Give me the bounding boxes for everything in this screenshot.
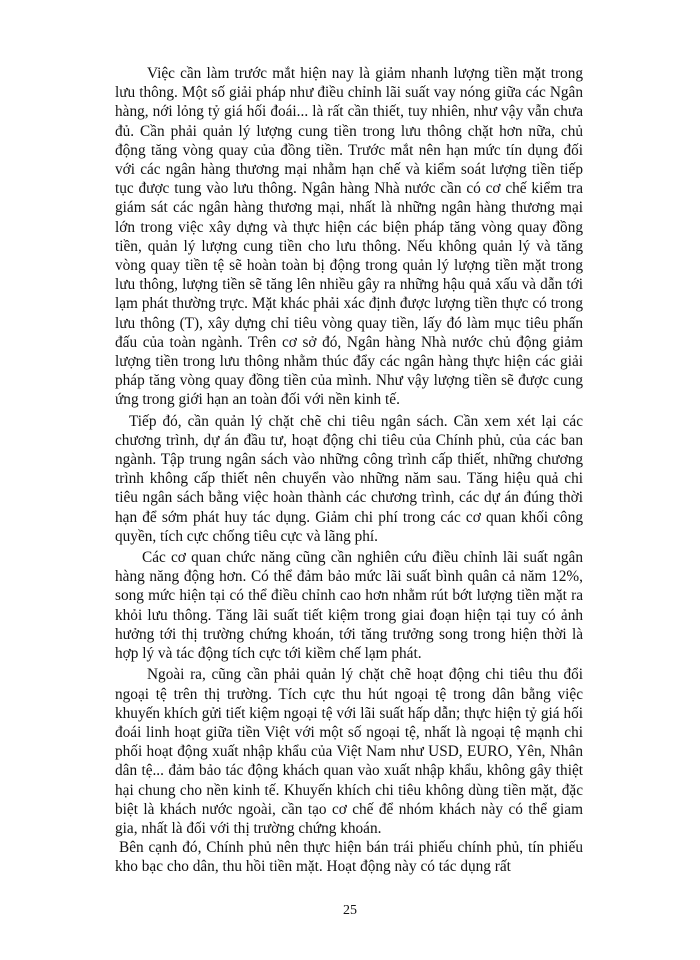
page-number: 25 bbox=[343, 903, 357, 918]
paragraph-4: Ngoài ra, cũng cần phải quản lý chặt chẽ hoạt động chi tiêu thu đổi ngoại tệ trên thị trường. Tích cực thu hút ngoại tệ trong dân bằng việc khuyến khích gửi tiết kiệm ngoại tệ với lãi suất hấp dẫn; thực hiện tỷ giá hối đoái linh hoạt giữa tiền Việt với một số ngoại tệ, nhất là ngoại tệ mạnh chi phối hoạt động xuất nhập khẩu của Việt Nam như USD, EURO, Yên, Nhân dân tệ... đảm bảo tác động khách quan vào xuất nhập khẩu, không gây thiệt hại chung cho nền kinh tế. Khuyến khích chi tiêu không dùng tiền mặt, đặc biệt là khách nước ngoài, cần tạo cơ chế để nhóm khách này có thể giam gia, nhất là đối với thị trường chứng khoán. bbox=[115, 666, 583, 837]
paragraph-2: Tiếp đó, cần quản lý chặt chẽ chi tiêu ngân sách. Cần xem xét lại các chương trình, dự án đầu tư, hoạt động chi tiêu của Chính phủ, của các ban ngành. Tập trung ngân sách vào những công trình cấp thiết, những chương trình không cấp thiết nên chuyển vào những năm sau. Tăng hiệu quả chi tiêu ngân sách bằng việc hoàn thành các chương trình, các dự án đúng thời hạn để sớm phát huy tác dụng. Giảm chi phí trong các cơ quan khối công quyền, tích cực chống tiêu cực và lãng phí. bbox=[115, 412, 583, 545]
paragraph-1: Việc cần làm trước mắt hiện nay là giảm nhanh lượng tiền mặt trong lưu thông. Một số giải pháp như điều chỉnh lãi suất vay nóng giữa các Ngân hàng, nới lỏng tỷ giá hối đoái... là rất cần thiết, tuy nhiên, như vậy vẫn chưa đủ. Cần phải quản lý lượng cung tiền trong lưu thông chặt hơn nữa, chủ động tăng vòng quay của đồng tiền. Trước mắt nên hạn mức tín dụng đối với các ngân hàng thương mại nhằm hạn chế và kiểm soát lượng tiền tiếp tục được tung vào lưu thông. Ngân hàng Nhà nước cần có cơ chế kiểm tra giám sát các ngân hàng thương mại, nhất là những ngân hàng thương mại lớn trong việc xây dựng và thực hiện các biện pháp tăng vòng quay đồng tiền, quản lý lượng cung tiền cho lưu thông. Nếu không quản lý và tăng vòng quay tiền tệ sẽ hoàn toàn bị động trong quản lý lượng tiền mặt trong lưu thông, lượng tiền sẽ tăng lên nhiều gây ra những hậu quả xấu và dẫn tới lạm phát thường trực. Mặt khác phải xác định được lượng tiền thực có trong lưu thông (T), xây dựng chỉ tiêu vòng quay tiền, lấy đó làm mục tiêu phấn đấu của toàn ngành. Trên cơ sở đó, Ngân hàng Nhà nước chủ động giảm lượng tiền trong lưu thông nhằm thúc đẩy các ngân hàng thực hiện các giải pháp tăng vòng quay đồng tiền của mình. Như vậy lượng tiền sẽ được cung ứng trong giới hạn an toàn đối với nền kinh tế. bbox=[115, 65, 583, 409]
body-text bbox=[115, 64, 583, 877]
paragraph-5: Bên cạnh đó, Chính phủ nên thực hiện bán trái phiếu chính phủ, tín phiếu kho bạc cho dân, thu hồi tiền mặt. Hoạt động này có tác dụng rất bbox=[115, 839, 583, 876]
paragraph-3: Các cơ quan chức năng cũng cần nghiên cứu điều chỉnh lãi suất ngân hàng năng động hơn. Có thể đảm bảo mức lãi suất bình quân cả năm 12%, song mức hiện tại có thể điều chỉnh cao hơn nhằm rút bớt lượng tiền mặt ra khỏi lưu thông. Tăng lãi suất tiết kiệm trong giai đoạn hiện tại tuy có ảnh hưởng tới thị trường chứng khoán, tới tăng trưởng song trong hiện thời là hợp lý và tác động tích cực tới kiềm chế lạm phát. bbox=[115, 549, 583, 663]
